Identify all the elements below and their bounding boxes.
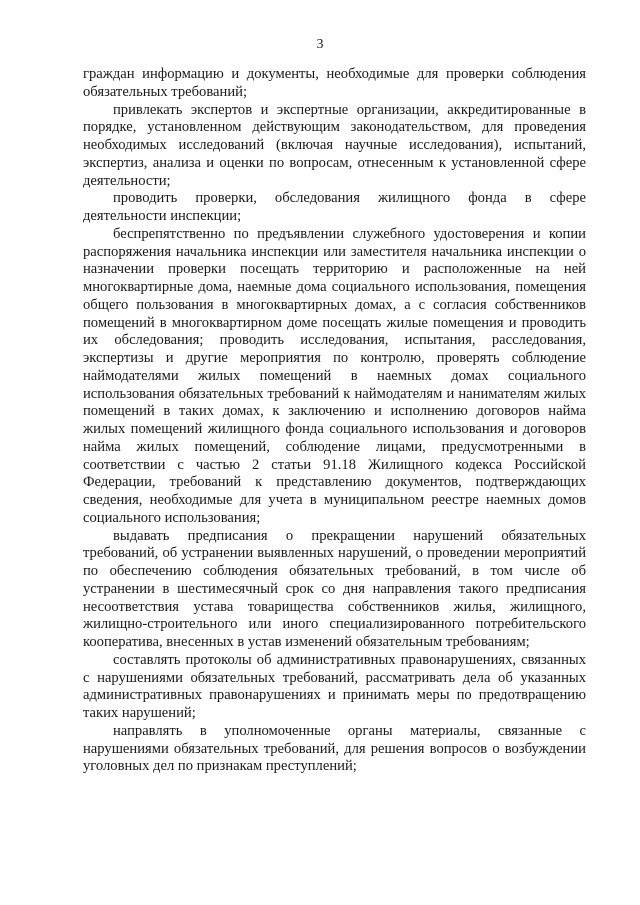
document-body xyxy=(83,66,586,776)
paragraph-continuation: граждан информацию и документы, необходимые для проверки соблюдения обязательных требований; xyxy=(83,66,586,100)
page-number: 3 xyxy=(316,37,324,52)
paragraph-referrals: направлять в уполномоченные органы материалы, связанные с нарушениями обязательных требований, для решения вопросов о возбуждении уголовных дел по признакам преступлений; xyxy=(83,722,586,775)
paragraph-site-access: беспрепятственно по предъявлении служебного удостоверения и копии распоряжения начальника инспекции или заместителя начальника инспекции о назначении проверки посещать территорию и расположенные на ней многоквартирные дома, наемные дома социального использования, помещения общего пользования в многоквартирных домах, а с согласия собственников помещений в многоквартирном доме посещать жилые помещения и проводить их обследования; проводить исследования, испытания, расследования, экспертизы и другие мероприятия по контролю, проверять соблюдение наймодателями жилых помещений в наемных домах социального использования обязательных требований к наймодателям и нанимателям жилых помещений в таких домах, к заключению и исполнению договоров найма жилых помещений жилищного фонда социального использования и договоров найма жилых помещений, соблюдение лицами, предусмотренными в соответствии с частью 2 статьи 91.18 Жилищного кодекса Российской Федерации, требований к представлению документов, подтверждающих сведения, необходимые для учета в муниципальном реестре наемных домов социального использования; xyxy=(83,225,586,526)
paragraph-orders: выдавать предписания о прекращении нарушений обязательных требований, об устранении выявленных нарушений, о проведении мероприятий по обеспечению соблюдения обязательных требований, в том числе об устранении в шестимесячный срок со дня направления такого предписания несоответствия устава товарищества собственников жилья, жилищного, жилищно-строительного или иного специализированного потребительского кооператива, внесенных в устав изменений обязательным требованиям; xyxy=(83,527,586,650)
paragraph-inspections: проводить проверки, обследования жилищного фонда в сфере деятельности инспекции; xyxy=(83,190,586,224)
paragraph-protocols: составлять протоколы об административных правонарушениях, связанных с нарушениями обязательных требований, рассматривать дела об указанных административных правонарушениях и принимать меры по предотвращению таких нарушений; xyxy=(83,651,586,721)
paragraph-experts: привлекать экспертов и экспертные организации, аккредитированные в порядке, установленном действующим законодательством, для проведения необходимых исследований (включая научные исследования), испытаний, экспертиз, анализа и оценки по вопросам, отнесенным к установленной сфере деятельности; xyxy=(83,101,586,189)
